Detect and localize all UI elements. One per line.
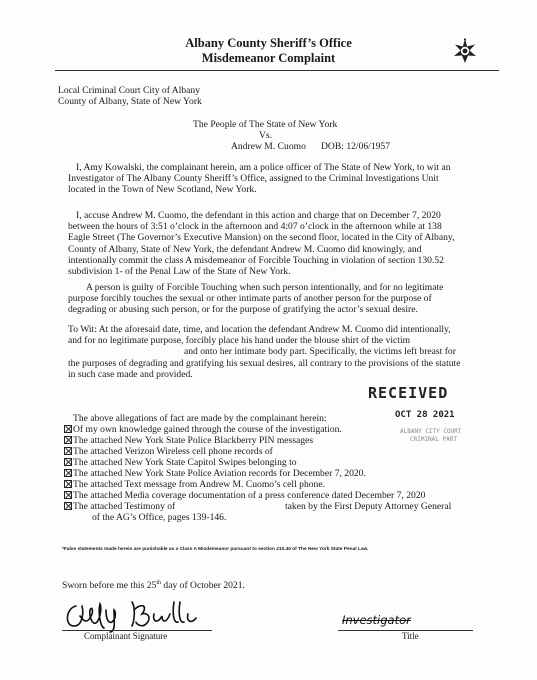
paragraph-line: intentionally commit the class A misdemeanor of Forcible Touching in violation of section 130.52 (68, 254, 444, 266)
title-handwritten: Investigator (342, 613, 411, 627)
sworn-superscript: th (156, 580, 161, 586)
paragraph-line: A person is guilty of Forcible Touching when such person intentionally, and for no legitimate (86, 282, 444, 293)
allegation-label: The attached Testimony of (73, 501, 176, 512)
document-type-heading: Misdemeanor Complaint (201, 51, 336, 65)
accusation-paragraph (68, 210, 454, 277)
allegation-item (64, 424, 342, 435)
checked-box-icon (64, 458, 72, 466)
checked-box-icon (64, 447, 72, 455)
office-heading: Albany County Sheriff’s Office (185, 36, 352, 50)
case-vs: Vs. (259, 130, 273, 141)
allegation-label: The attached New York State Police Blackberry PIN messages (73, 435, 314, 446)
allegation-item (64, 501, 175, 512)
to-wit-paragraph (68, 324, 460, 380)
checked-box-icon (64, 436, 72, 444)
checked-box-icon (64, 491, 72, 499)
title-label: Title (402, 631, 419, 641)
sheriff-star-icon (452, 38, 478, 64)
allegation-label: The attached New York State Capitol Swipes belonging to (73, 457, 297, 468)
allegation-item (64, 446, 273, 457)
allegation-label: The attached Media coverage documentation of a press conference dated December 7, 2020 (73, 490, 426, 501)
checked-box-icon (64, 480, 72, 488)
paragraph-line: Eagle Street (The Governor’s Executive Mansion) on the second floor, located in the City of Albany, (68, 232, 455, 244)
paragraph-line: subdivision 1- of the Penal Law of the State of New York. (68, 266, 291, 278)
paragraph-line: Investigator of The Albany County Sheriff’s Office, assigned to the Criminal Investigations Unit (68, 173, 439, 185)
court-county: County of Albany, State of New York (58, 96, 202, 107)
paragraph-line: purpose forcibly touches the sexual or other intimate parts of another person for the purpose of (68, 293, 432, 305)
case-plaintiff: The People of The State of New York (193, 119, 338, 130)
allegation-label: The attached Text message from Andrew M. Cuomo’s cell phone. (73, 479, 325, 490)
testimony-continuation: taken by the First Deputy Attorney General (285, 501, 452, 512)
allegation-item (64, 457, 297, 468)
testimony-pages: of the AG’s Office, pages 139-146. (92, 512, 227, 523)
paragraph-line: County of Albany, State of New York, the defendant Andrew M. Cuomo did knowingly, and (68, 243, 422, 255)
paragraph-line: and for no legitimate purpose, forcibly place his hand under the blouse shirt of the victim (68, 335, 411, 347)
paragraph-line: I, Amy Kowalski, the complainant herein, am a police officer of The State of New York, to wit an (76, 162, 451, 173)
received-stamp-date: OCT 28 2021 (395, 410, 455, 420)
allegations-intro: The above allegations of fact are made by the complainant herein: (73, 413, 327, 424)
signature-label: Complainant Signature (84, 631, 168, 641)
statute-definition-paragraph (68, 282, 443, 316)
allegation-item (64, 435, 313, 446)
received-stamp: RECEIVED (368, 384, 449, 402)
allegation-label: The attached New York State Police Aviation records for December 7, 2020. (73, 468, 366, 479)
court-name: Local Criminal Court City of Albany (58, 85, 201, 96)
paragraph-line: and onto her intimate body part. Specifically, the victims left breast for (184, 346, 456, 358)
complainant-signature (62, 592, 222, 634)
checked-box-icon (64, 425, 72, 433)
checked-box-icon (64, 502, 72, 510)
complainant-paragraph (68, 162, 451, 196)
allegation-item (64, 490, 425, 501)
paragraph-line: To Wit: At the aforesaid date, time, and location the defendant Andrew M. Cuomo did intentionally, (68, 324, 451, 335)
allegation-label: The attached Verizon Wireless cell phone records of (73, 446, 273, 457)
checked-box-icon (64, 469, 72, 477)
sworn-prefix: Sworn before me this 25 (62, 580, 157, 592)
header-rule (55, 70, 499, 71)
sworn-suffix: day of October 2021. (161, 580, 245, 592)
defendant-dob: DOB: 12/06/1957 (321, 141, 391, 152)
sworn-statement (62, 578, 245, 591)
case-defendant: Andrew M. Cuomo (231, 141, 306, 152)
paragraph-line: degrading or abusing such person, or for the purpose of gratifying the actor’s sexual desire. (68, 304, 418, 316)
paragraph-line: located in the Town of New Scotland, New York. (68, 184, 257, 196)
paragraph-line: between the hours of 3:51 o’clock in the afternoon and 4:07 o’clock in the afternoon while at 138 (68, 221, 442, 233)
allegation-item (64, 468, 366, 479)
paragraph-line: in such case made and provided. (68, 368, 193, 380)
false-statement-footnote: *False statements made herein are punishable as a Class A Misdemeanor pursuant to section 210.40 of The New York State Penal Law. (62, 547, 369, 552)
stamp-part-text: CRIMINAL PART (410, 436, 457, 443)
paragraph-line: the purposes of degrading and gratifying his sexual desires, all contrary to the provisions of the statute (68, 357, 461, 369)
allegation-label: Of my own knowledge gained through the course of the investigation. (73, 424, 342, 435)
allegation-item (64, 479, 325, 490)
paragraph-line: I, accuse Andrew M. Cuomo, the defendant in this action and charge that on December 7, 2020 (76, 210, 441, 221)
stamp-court-text: ALBANY CITY COURT (400, 428, 462, 435)
